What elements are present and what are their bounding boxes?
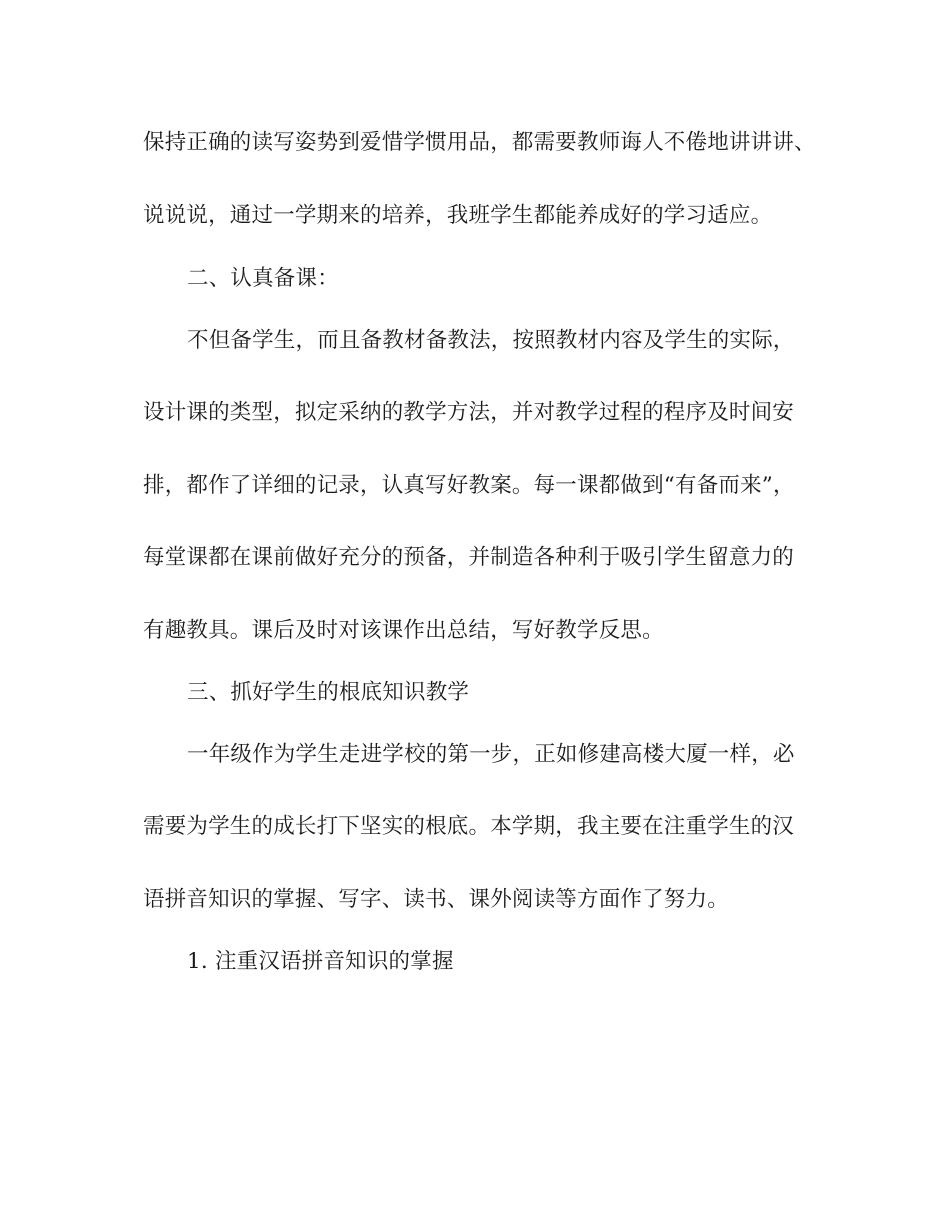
subsection-heading: 1. 注重汉语拼音知识的掌握 xyxy=(187,949,454,974)
paragraph-line: 排，都作了详细的记录，认真写好教案。每一课都做到“有备而来”， xyxy=(143,473,795,498)
paragraph-line: 说说说，通过一学期来的培养，我班学生都能养成好的学习适应。 xyxy=(143,203,773,228)
paragraph-line: 语拼音知识的掌握、写字、读书、课外阅读等方面作了努力。 xyxy=(143,887,729,912)
section-heading: 二、认真备课： xyxy=(187,266,339,291)
section-heading: 三、抓好学生的根底知识教学 xyxy=(187,680,470,705)
paragraph-line: 设计课的类型，拟定采纳的教学方法，并对教学过程的程序及时间安 xyxy=(143,400,795,425)
paragraph-line: 一年级作为学生走进学校的第一步，正如修建高楼大厦一样，必 xyxy=(187,742,795,767)
paragraph-line: 需要为学生的成长打下坚实的根底。本学期，我主要在注重学生的汉 xyxy=(143,814,795,839)
paragraph-line: 不但备学生，而且备教材备教法，按照教材内容及学生的实际， xyxy=(187,328,795,353)
paragraph-line: 有趣教具。课后及时对该课作出总结，写好教学反思。 xyxy=(143,618,664,643)
paragraph-line: 保持正确的读写姿势到爱惜学惯用品，都需要教师诲人不倦地讲讲讲、 xyxy=(143,130,816,155)
paragraph-line: 每堂课都在课前做好充分的预备，并制造各种利于吸引学生留意力的 xyxy=(143,545,795,570)
